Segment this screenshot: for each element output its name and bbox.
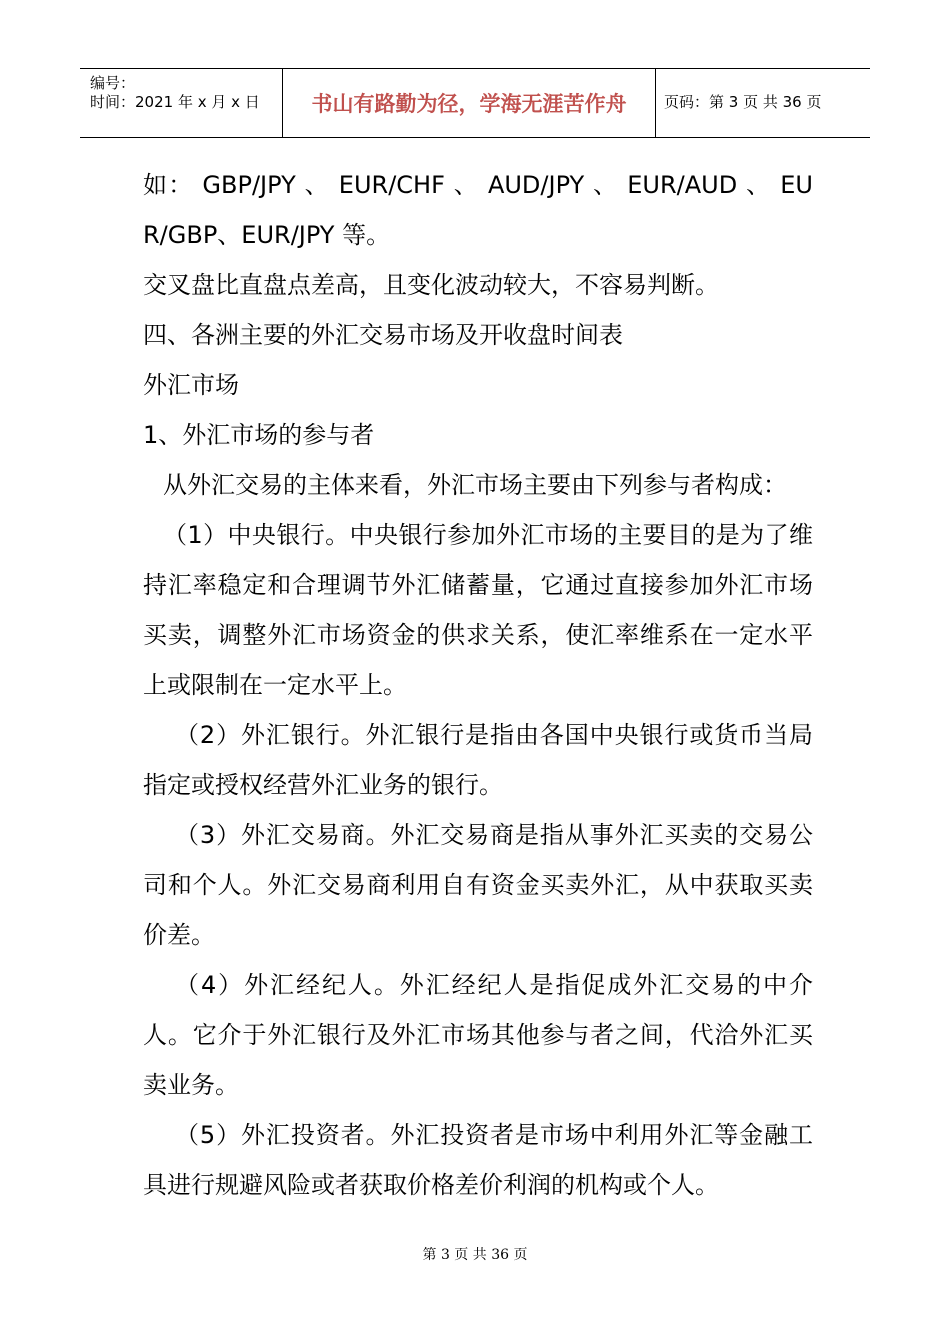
document-body <box>143 160 813 1210</box>
header-motto-cell <box>282 69 656 137</box>
header-table <box>80 68 870 138</box>
section-heading-forex-market: 外汇市场 <box>143 371 239 399</box>
footer-page-number: 第 3 页 共 36 页 <box>422 1247 528 1263</box>
paragraph-cross-spread: 交叉盘比直盘点差高，且变化波动较大，不容易判断。 <box>143 271 719 299</box>
paragraph-central-bank: （1）中央银行。中央银行参加外汇市场的主要目的是为了维持汇率稳定和合理调节外汇储蓄量，它通过直接参加外汇市场买卖，调整外汇市场资金的供求关系，使汇率维系在一定水平上或限制在一定水平上。 <box>143 521 813 699</box>
document-date-label: 时间：2021 年 x 月 x 日 <box>90 93 260 111</box>
subsection-heading-participants: 1、外汇市场的参与者 <box>143 421 375 449</box>
paragraph-forex-dealer: （3）外汇交易商。外汇交易商是指从事外汇买卖的交易公司和个人。外汇交易商利用自有资金买卖外汇，从中获取买卖价差。 <box>143 821 813 949</box>
header-page-info: 页码：第 3 页 共 36 页 <box>664 93 822 111</box>
header-page-cell <box>654 69 870 137</box>
header-meta-cell <box>80 69 282 137</box>
paragraph-participants-intro: 从外汇交易的主体来看，外汇市场主要由下列参与者构成： <box>163 471 787 499</box>
paragraph-forex-investor: （5）外汇投资者。外汇投资者是市场中利用外汇等金融工具进行规避风险或者获取价格差价利润的机构或个人。 <box>143 1121 813 1199</box>
document-number-label: 编号： <box>90 74 136 92</box>
paragraph-forex-broker: （4）外汇经纪人。外汇经纪人是指促成外汇交易的中介人。它介于外汇银行及外汇市场其他参与者之间，代洽外汇买卖业务。 <box>143 971 813 1099</box>
paragraph-cross-pairs: 如： GBP/JPY 、 EUR/CHF 、 AUD/JPY 、 EUR/AUD 、 EUR/GBP、EUR/JPY 等。 <box>143 171 813 249</box>
paragraph-forex-bank: （2）外汇银行。外汇银行是指由各国中央银行或货币当局指定或授权经营外汇业务的银行。 <box>143 721 813 799</box>
header-motto: 书山有路勤为径，学海无涯苦作舟 <box>311 91 627 116</box>
section-heading-markets: 四、各洲主要的外汇交易市场及开收盘时间表 <box>143 321 623 349</box>
